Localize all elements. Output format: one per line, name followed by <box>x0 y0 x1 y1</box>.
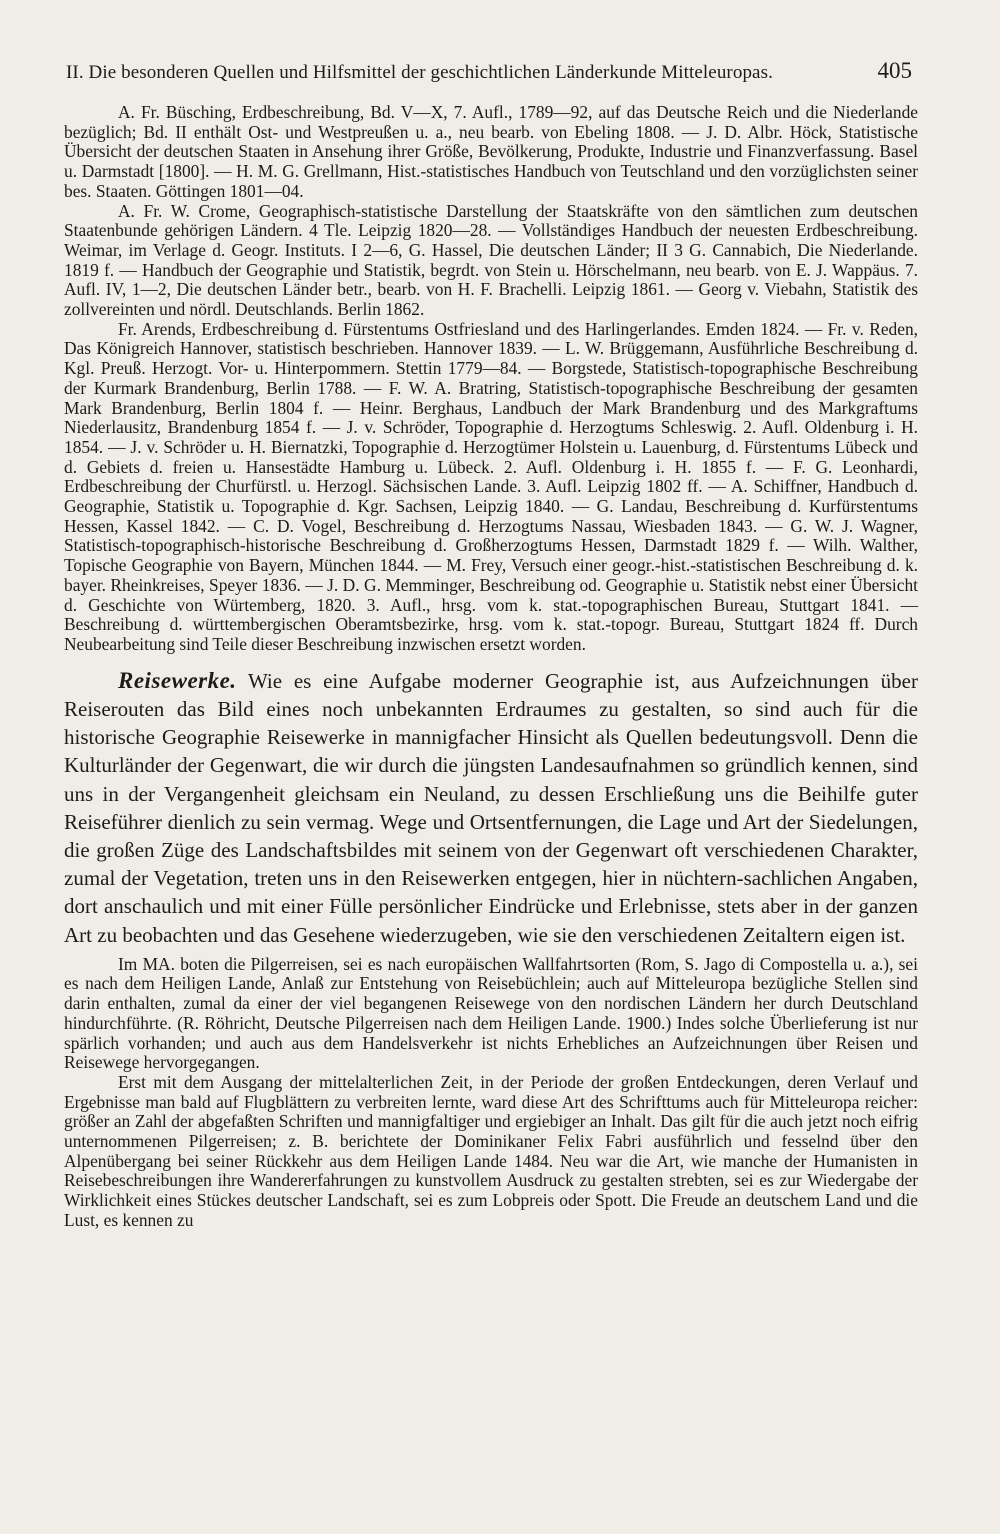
reisewerke-paragraph: Im MA. boten die Pilgerreisen, sei es nach europäischen Wallfahrtsorten (Rom, S. Jago di Compostella u. a.), sei es nach dem Heiligen Lande, Anlaß zur Entstehung von Reisebüchlein; auch auf Mitteleuropa bezügliche Stellen sind darin enthalten, zumal da einer der viel begangenen Reisewege von den nordischen Ländern her durch Deutschland hindurchführte. (R. Röhricht, Deutsche Pilgerreisen nach dem Heiligen Lande. 1900.) Indes solche Überlieferung ist nur spärlich vorhanden; und auch aus dem Handelsverkehr ist nichts Erhebliches an Aufzeichnungen über Reisen und Reisewege hervorgegangen. <box>64 953 918 1073</box>
reisewerke-intro <box>64 667 918 949</box>
bibliography-paragraph: Fr. Arends, Erdbeschreibung d. Fürstentums Ostfriesland und des Harlingerlandes. Emden 1824. — Fr. v. Reden, Das Königreich Hannover, statistisch beschrieben. Hannover 1839. — L. W. Brüggemann, Ausführliche Beschreibung d. Kgl. Preuß. Herzogt. Vor- u. Hinterpommern. Stettin 1779—84. — Borgstede, Statistisch-topographische Beschreibung der Kurmark Brandenburg, Berlin 1788. — F. W. A. Bratring, Statistisch-topographische Beschreibung der gesamten Mark Brandenburg, Berlin 1804 f. — Heinr. Berghaus, Landbuch der Mark Brandenburg und des Markgraftums Niederlausitz, Brandenburg 1854 f. — J. v. Schröder, Topographie d. Herzogtums Schleswig. 2. Aufl. Oldenburg i. H. 1854. — J. v. Schröder u. H. Biernatzki, Topographie d. Herzogtümer Holstein u. Lauenburg, d. Fürstentums Lübeck und d. Gebiets d. freien u. Hansestädte Hamburg u. Lübeck. 2. Aufl. Oldenburg i. H. 1855 f. — F. G. Leonhardi, Erdbeschreibung der Churfürstl. u. Herzogl. Sächsischen Lande. 3. Aufl. Leipzig 1802 ff. — A. Schiffner, Handbuch d. Geographie, Statistik u. Topographie d. Kgr. Sachsen, Leipzig 1840. — G. Landau, Beschreibung d. Kurfürstentums Hessen, Kassel 1842. — C. D. Vogel, Beschreibung d. Herzogtums Nassau, Wiesbaden 1843. — G. W. J. Wagner, Statistisch-topographisch-historische Beschreibung d. Großherzogtums Hessen, Darmstadt 1829 f. — Wilh. Walther, Topische Geographie von Bayern, München 1844. — M. Frey, Versuch einer geogr.-hist.-statistischen Beschreibung d. k. bayer. Rheinkreises, Speyer 1836. — J. D. G. Memminger, Beschreibung od. Geographie u. Statistik nebst einer Übersicht d. Geschichte von Würtemberg, 1820. 3. Aufl., hrsg. vom k. stat.-topographischen Bureau, Stuttgart 1841. — Beschreibung d. württembergischen Oberamtsbezirke, hrsg. vom k. stat.-topogr. Bureau, Stuttgart 1824 ff. Durch Neubearbeitung sind Teile dieser Beschreibung inzwischen ersetzt worden. <box>64 318 918 654</box>
section-keyword: Reisewerke. <box>118 667 237 693</box>
page-content <box>64 103 918 1231</box>
bibliography-paragraph: A. Fr. W. Crome, Geographisch-statistische Darstellung der Staatskräfte von den sämtlichen zum deutschen Staatenbunde gehörigen Ländern. 4 Tle. Leipzig 1820—28. — Vollständiges Handbuch der neuesten Erdbeschreibung. Weimar, im Verlage d. Geogr. Instituts. I 2—6, G. Hassel, Die deutschen Länder; II 3 G. Cannabich, Die Niederlande. 1819 f. — Handbuch der Geographie und Statistik, begrdt. von Stein u. Hörschelmann, neu bearb. von E. J. Wappäus. 7. Aufl. IV, 1—2, Die deutschen Länder betr., bearb. von H. F. Brachelli. Leipzig 1861. — Georg v. Viebahn, Statistik des zollvereinten und nördl. Deutschlands. Berlin 1862. <box>64 200 918 320</box>
page-number: 405 <box>877 58 912 83</box>
bibliography-paragraph: A. Fr. Büsching, Erdbeschreibung, Bd. V—X, 7. Aufl., 1789—92, auf das Deutsche Reich und die Niederlande bezüglich; Bd. II enthält Ost- und Westpreußen u. a., neu bearb. von Ebeling 1808. — J. D. Albr. Höck, Statistische Übersicht der deutschen Staaten in Ansehung ihrer Größe, Bevölkerung, Produkte, Industrie und Finanzverfassung. Basel u. Darmstadt [1800]. — H. M. G. Grellmann, Hist.-statistisches Handbuch von Teutschland und den vorzüglichsten seiner bes. Staaten. Göttingen 1801—04. <box>64 102 918 201</box>
reisewerke-paragraph: Erst mit dem Ausgang der mittelalterlichen Zeit, in der Periode der großen Entdeckungen, deren Verlauf und Ergebnisse man bald auf Flugblättern zu verbreiten lernte, ward diese Art des Schrifttums auch für Mitteleuropa reicher: größer an Zahl der abgefaßten Schriften und mannigfaltiger und ergiebiger an Inhalt. Das gilt für die auch jetzt noch eifrig unternommenen Pilgerreisen; z. B. berichtete der Dominikaner Felix Fabri ausführlich und fesselnd über den Alpenübergang bei seiner Rückkehr aus dem Heiligen Lande 1484. Neu war die Art, wie manche der Humanisten in Reisebeschreibungen ihre Wandererfahrungen zu kunstvollem Ausdruck zu gestalten strebten, sei es zur Wiedergabe der Wirklichkeit eines Stückes deutscher Landschaft, sei es zum Lobpreis oder Spott. Die Freude an deutschem Land und die Lust, es kennen zu <box>64 1071 918 1230</box>
reisewerke-main-text: Wie es eine Aufgabe moderner Geographie ist, aus Aufzeichnungen über Reiserouten das Bild eines noch unbekannten Erdraumes zu gestalten, so sind auch für die historische Geographie Reisewerke in mannigfacher Hinsicht als Quellen bedeutungsvoll. Denn die Kulturländer der Gegenwart, die wir durch die jüngsten Landesaufnahmen so gründlich kennen, sind uns in der Vergangenheit gleichsam ein Neuland, zu dessen Erschließung uns die Beihilfe guter Reiseführer dienlich zu sein vermag. Wege und Ortsentfernungen, die Lage und Art der Siedelungen, die großen Züge des Landschaftsbildes mit seinem von der Gegenwart oft verschiedenen Charakter, zumal der Vegetation, treten uns in den Reisewerken entgegen, hier in nüchtern-sachlichen Angaben, dort anschaulich und mit einer Fülle persönlicher Eindrücke und Erlebnisse, stets aber in der ganzen Art zu beobachten und das Gesehene wiederzugeben, wie sie den verschiedenen Zeitaltern eigen ist. <box>64 668 918 947</box>
running-head: II. Die besonderen Quellen und Hilfsmittel der geschichtlichen Länderkunde Mitteleuropas. <box>66 62 773 83</box>
bibliography-section <box>64 103 918 655</box>
page-header <box>66 58 912 84</box>
reisewerke-section <box>64 667 918 1231</box>
